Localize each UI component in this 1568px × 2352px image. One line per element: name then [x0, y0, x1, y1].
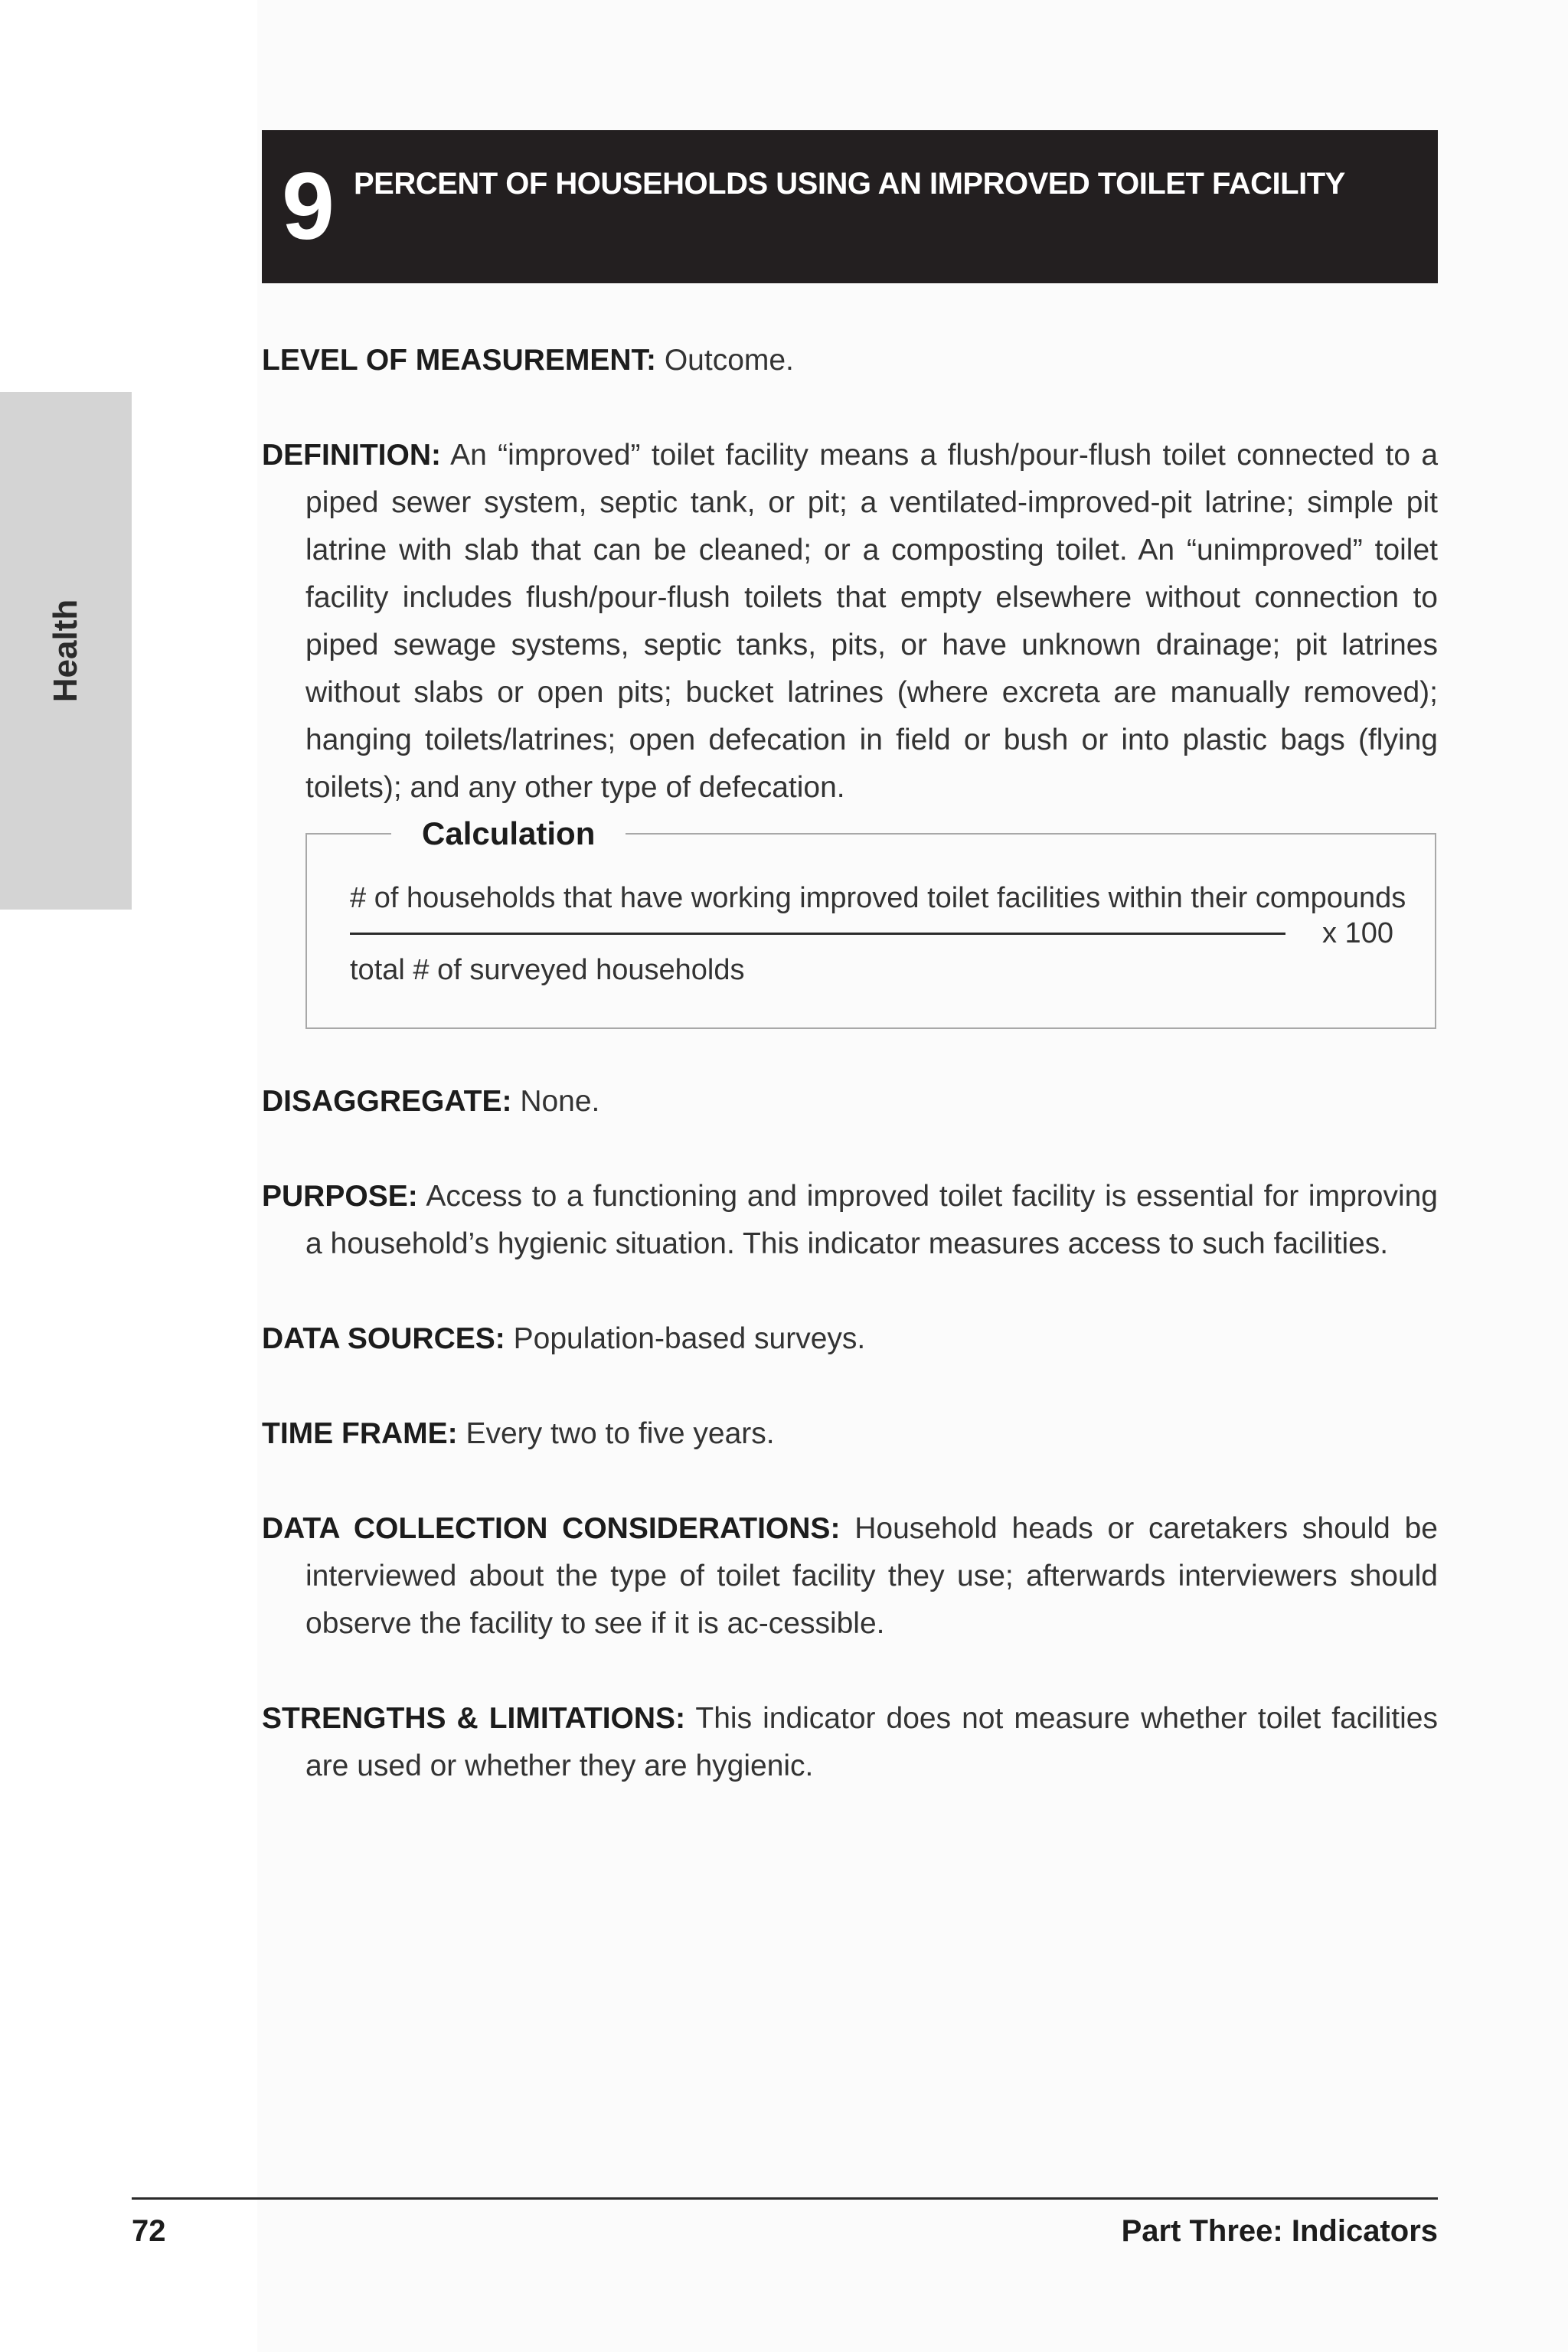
definition-text: An “improved” toilet facility means a flush/pour-flush toilet connected to a piped sewer system, septic tank, or pit; a ventilated-improved-pit latrine; simple pit latrine with slab that can be cleaned; or a composting toilet. An “unimproved” toilet facility includes flush/pour-flush toilets that empty elsewhere without connection to piped sewage systems, septic tanks, pits, or have unknown drainage; pit latrines without slabs or open pits; bucket latrines (where excreta are manually removed); hanging toilets/latrines; open defecation in field or bush or into plastic bags (flying toilets); and any other type of defecation. — [305, 439, 1439, 804]
definition — [262, 432, 1438, 812]
strengths-text: This indicator does not measure whether toilet facilities are used or whether they are hygienic. — [305, 1702, 1438, 1782]
data-collection-text: Household heads or caretakers should be interviewed about the type of toilet facility they use; afterwards interviewers should observe the facility to see if it is ac-cessible. — [305, 1512, 1438, 1640]
data-sources-text: Population-based surveys. — [513, 1322, 866, 1355]
disaggregate-text: None. — [520, 1085, 600, 1118]
time-frame — [262, 1410, 1438, 1458]
page-number: 72 — [132, 2214, 166, 2248]
indicator-content — [262, 337, 1438, 1838]
footer-rule — [132, 2197, 1438, 2200]
indicator-number: 9 — [282, 154, 335, 260]
calculation-numerator: # of households that have working improved toilet facilities within their compounds — [350, 882, 1406, 914]
strengths-label: STRENGTHS & LIMITATIONS: — [262, 1702, 686, 1735]
data-sources-label: DATA SOURCES: — [262, 1322, 505, 1355]
strengths-limitations — [262, 1695, 1438, 1790]
purpose-label: PURPOSE: — [262, 1180, 418, 1213]
data-collection-considerations — [262, 1505, 1438, 1648]
indicator-header — [262, 130, 1438, 283]
definition-label: DEFINITION: — [262, 439, 441, 472]
calculation-denominator: total # of surveyed households — [350, 954, 745, 986]
purpose — [262, 1173, 1438, 1268]
side-tab-label: Health — [47, 599, 84, 703]
calculation-title: Calculation — [391, 808, 626, 859]
calculation-multiplier: x 100 — [1322, 917, 1393, 949]
disaggregate-label: DISAGGREGATE: — [262, 1085, 512, 1118]
indicator-title: PERCENT OF HOUSEHOLDS USING AN IMPROVED TOILET FACILITY — [354, 167, 1345, 201]
data-collection-label: DATA COLLECTION CONSIDERATIONS: — [262, 1512, 841, 1545]
level-of-measurement — [262, 337, 1438, 384]
level-text: Outcome. — [664, 344, 794, 377]
fraction-line — [350, 933, 1285, 935]
footer-section-title: Part Three: Indicators — [1121, 2214, 1438, 2248]
calculation-box — [305, 815, 1436, 1029]
time-frame-label: TIME FRAME: — [262, 1417, 458, 1450]
purpose-text: Access to a functioning and improved toilet facility is essential for improving a household’s hygienic situation. This indicator measures access to such facilities. — [305, 1180, 1438, 1260]
data-sources — [262, 1315, 1438, 1363]
level-label: LEVEL OF MEASUREMENT: — [262, 344, 656, 377]
disaggregate — [262, 1078, 1438, 1125]
section-side-tab — [0, 392, 132, 910]
time-frame-text: Every two to five years. — [466, 1417, 775, 1450]
